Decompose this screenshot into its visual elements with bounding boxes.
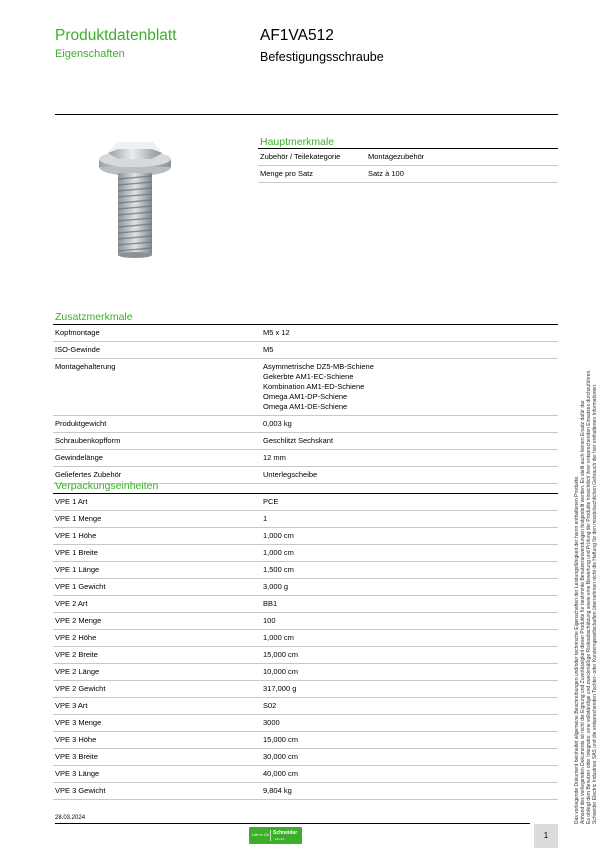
document-type-title: Produktdatenblatt <box>55 27 177 44</box>
table-hauptmerkmale <box>258 148 558 183</box>
property-label: Montagehalterung <box>53 359 261 416</box>
logo-tagline: Life Is On <box>252 832 270 837</box>
section-title-hauptmerkmale: Hauptmerkmale <box>260 136 335 148</box>
table-row <box>53 433 558 450</box>
property-label: VPE 3 Höhe <box>53 732 261 749</box>
property-label: VPE 2 Art <box>53 596 261 613</box>
property-value: S02 <box>261 698 558 715</box>
table-row <box>53 664 558 681</box>
table-row <box>53 494 558 511</box>
product-image-screw <box>90 135 180 270</box>
table-row <box>53 562 558 579</box>
document-section-subtitle: Eigenschaften <box>55 48 125 60</box>
property-value: PCE <box>261 494 558 511</box>
table-row <box>258 166 558 183</box>
property-value: 100 <box>261 613 558 630</box>
table-row <box>53 325 558 342</box>
property-value: 1,000 cm <box>261 630 558 647</box>
legal-disclaimer <box>574 264 598 824</box>
property-value: M5 x 12 <box>261 325 558 342</box>
property-label: VPE 2 Gewicht <box>53 681 261 698</box>
property-label: VPE 1 Gewicht <box>53 579 261 596</box>
property-value: 30,000 cm <box>261 749 558 766</box>
property-label: Zubehör / Teilekategorie <box>258 149 366 166</box>
property-value: Unterlegscheibe <box>261 467 558 484</box>
property-value: 40,000 cm <box>261 766 558 783</box>
product-code: AF1VA512 <box>260 27 334 44</box>
property-label: VPE 1 Höhe <box>53 528 261 545</box>
property-value: M5 <box>261 342 558 359</box>
property-value: 0,003 kg <box>261 416 558 433</box>
schneider-electric-logo <box>249 827 302 844</box>
table-row <box>53 783 558 800</box>
property-value: 3000 <box>261 715 558 732</box>
property-label: VPE 1 Breite <box>53 545 261 562</box>
table-row <box>53 416 558 433</box>
property-label: VPE 3 Gewicht <box>53 783 261 800</box>
property-value: 3,000 g <box>261 579 558 596</box>
table-row <box>53 681 558 698</box>
table-row <box>53 732 558 749</box>
property-label: VPE 2 Menge <box>53 613 261 630</box>
table-zusatzmerkmale <box>53 324 558 484</box>
section-title-verpackungseinheiten: Verpackungseinheiten <box>55 480 159 492</box>
property-value: 12 mm <box>261 450 558 467</box>
property-label: Produktgewicht <box>53 416 261 433</box>
property-label: VPE 3 Länge <box>53 766 261 783</box>
property-label: VPE 3 Menge <box>53 715 261 732</box>
table-row <box>53 579 558 596</box>
table-row <box>53 342 558 359</box>
property-label: VPE 2 Länge <box>53 664 261 681</box>
disclaimer-line: Schneider Electric Industries SAS und die entsprechenden Tochter- oder Konzerngesellschaften übernehmen nicht die Haftung für den missbräuchlichen Gebrauch der hier enthaltenen Informationen. <box>592 383 598 824</box>
property-label: VPE 1 Art <box>53 494 261 511</box>
table-row <box>53 528 558 545</box>
table-verpackungseinheiten <box>53 493 558 800</box>
property-value: 9,804 kg <box>261 783 558 800</box>
property-value: 10,000 cm <box>261 664 558 681</box>
property-label: VPE 3 Art <box>53 698 261 715</box>
property-value: Satz à 100 <box>366 166 558 183</box>
disclaimer-line: Das vorliegende Dokument beinhaltet allgemeine Beschreibungen und/oder technische Eigenschaften der Leistungsfähigkeit der hierin enthaltenen Produkte. <box>574 475 580 824</box>
property-value: Asymmetrische DZ5-MB-Schiene Gekerbte AM1-EC-Schiene Kombination AM1-ED-Schiene Omega AM1-DP-Schiene Omega AM1-DE-Schiene <box>261 359 558 416</box>
property-value: 15,000 cm <box>261 647 558 664</box>
table-row <box>53 596 558 613</box>
disclaimer-line: Es obliegt dem Benutzer oder Integrator, eine vollständige und zweckmäßige Risikoabschätzung sowie eine Bewertung und Prüfung der Produkte hinsichtlich ihrer entsprechenden Einsatzes durchzuführen. <box>586 369 592 824</box>
property-value: BB1 <box>261 596 558 613</box>
property-value: 1 <box>261 511 558 528</box>
disclaimer-line: Anhand des vorliegenden Dokuments ist nicht die Eignung und Zuverlässigkeit dieser Produkte für bestimmte Benutzeranwendungen festgestellt werden. Es stellt auch keinen Ersatz dafür dar. <box>580 399 586 824</box>
property-value: 1,000 cm <box>261 528 558 545</box>
property-label: VPE 1 Länge <box>53 562 261 579</box>
property-label: Geliefertes Zubehör <box>53 467 261 484</box>
table-row <box>258 149 558 166</box>
logo-brand: Schneider <box>273 830 298 836</box>
section-title-zusatzmerkmale: Zusatzmerkmale <box>55 311 133 323</box>
table-row <box>53 715 558 732</box>
property-label: VPE 2 Breite <box>53 647 261 664</box>
table-row <box>53 613 558 630</box>
table-row <box>53 749 558 766</box>
table-row <box>53 647 558 664</box>
footer-divider <box>55 823 530 824</box>
logo-separator <box>270 830 271 841</box>
property-label: Schraubenkopfform <box>53 433 261 450</box>
property-label: ISO-Gewinde <box>53 342 261 359</box>
property-label: VPE 3 Breite <box>53 749 261 766</box>
property-value: Montagezubehör <box>366 149 558 166</box>
logo-brand-sub: Electric <box>275 837 285 841</box>
header-divider <box>55 114 558 115</box>
table-row <box>53 359 558 416</box>
property-label: Menge pro Satz <box>258 166 366 183</box>
property-label: Gewindelänge <box>53 450 261 467</box>
table-row <box>53 450 558 467</box>
table-row <box>53 698 558 715</box>
property-label: VPE 2 Höhe <box>53 630 261 647</box>
footer-date: 28.03.2024 <box>55 815 86 821</box>
page-number: 1 <box>534 824 558 848</box>
property-value: 15,000 cm <box>261 732 558 749</box>
table-row <box>53 630 558 647</box>
table-row <box>53 766 558 783</box>
property-label: Kopfmontage <box>53 325 261 342</box>
property-value: 317,000 g <box>261 681 558 698</box>
property-value: 1,500 cm <box>261 562 558 579</box>
property-label: VPE 1 Menge <box>53 511 261 528</box>
property-value: Geschlitzt Sechskant <box>261 433 558 450</box>
table-row <box>53 511 558 528</box>
product-name: Befestigungsschraube <box>260 50 384 64</box>
table-row <box>53 545 558 562</box>
property-value: 1,000 cm <box>261 545 558 562</box>
